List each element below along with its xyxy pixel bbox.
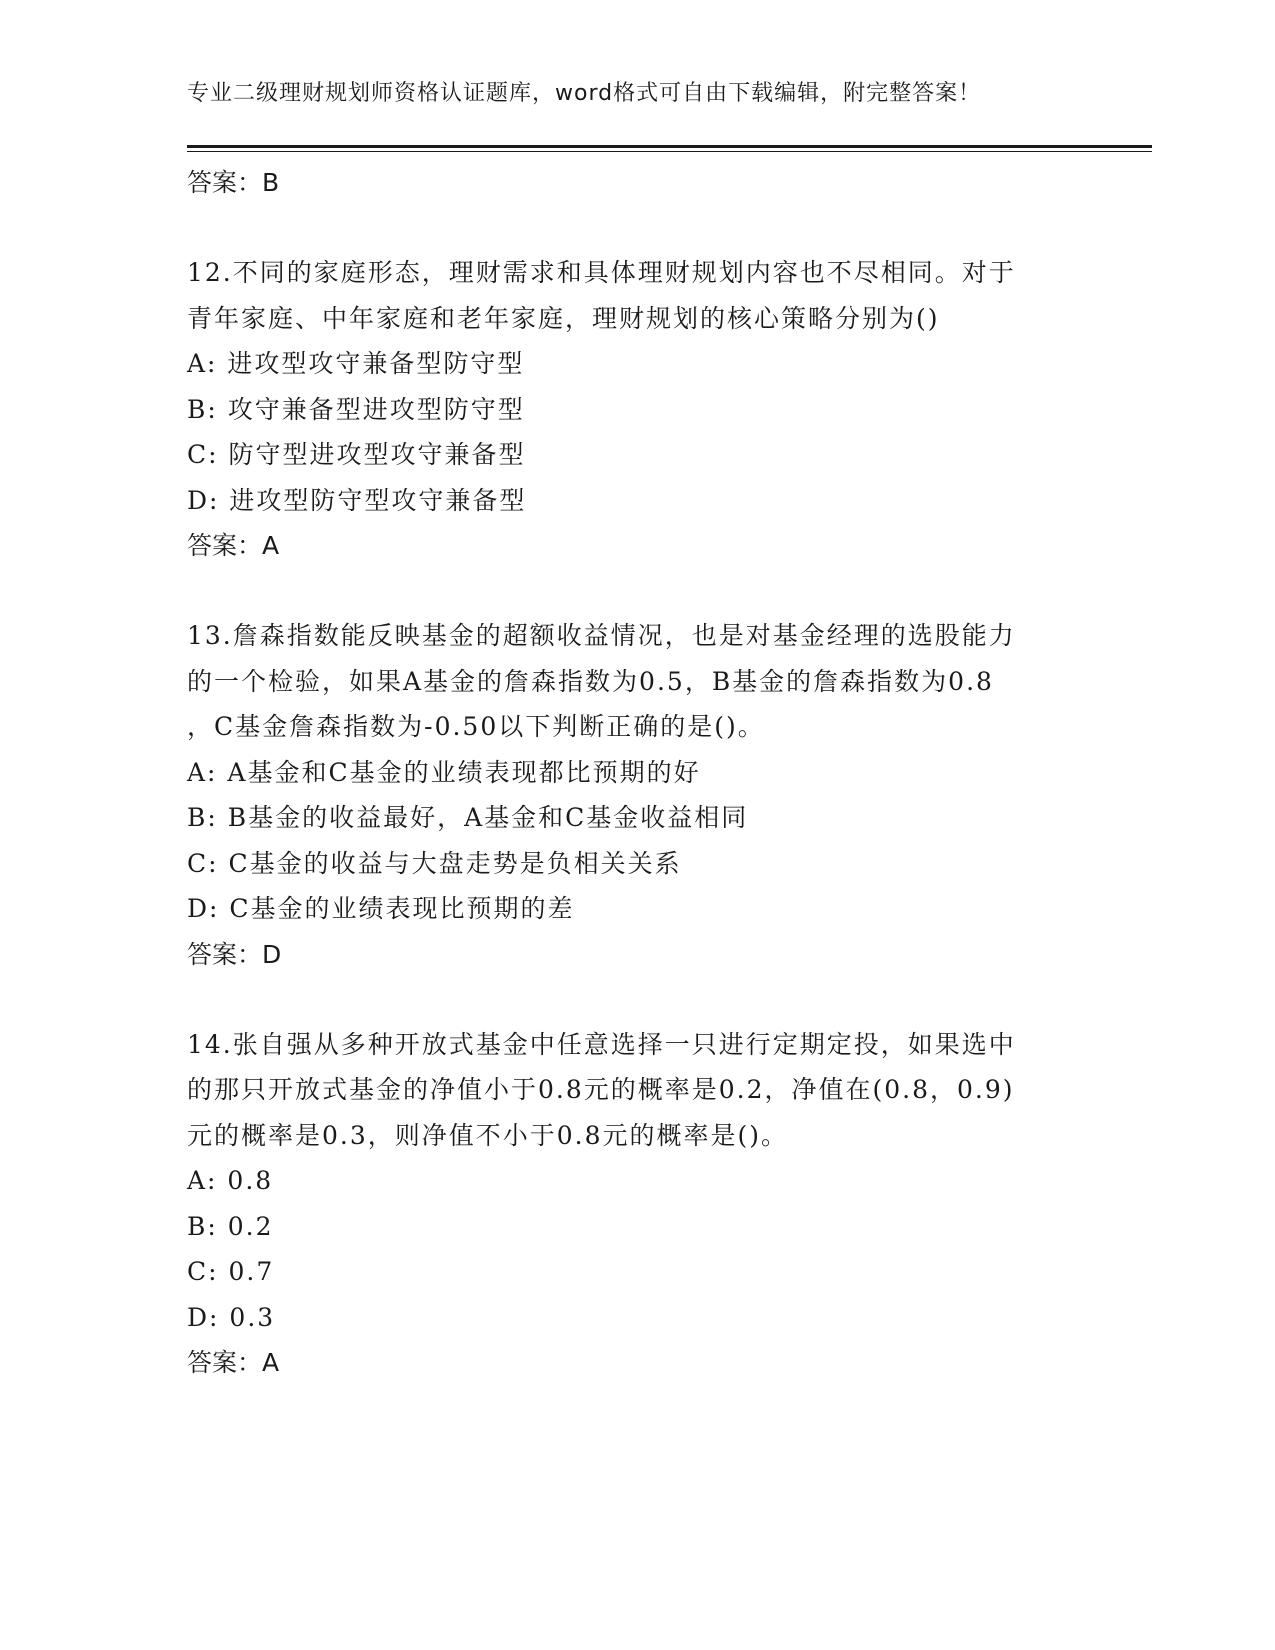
answer-label: 答案：A (187, 1348, 280, 1377)
header-divider (187, 145, 1152, 148)
option-d: D: 进攻型防守型攻守兼备型 (187, 485, 527, 515)
answer-label: 答案：A (187, 531, 280, 560)
question-stem-line: 元的概率是0.3，则净值不小于0.8元的概率是()。 (187, 1120, 789, 1150)
option-b: B: 攻守兼备型进攻型防守型 (187, 394, 525, 424)
option-b: B: 0.2 (187, 1211, 274, 1241)
option-c: C: 防守型进攻型攻守兼备型 (187, 440, 526, 469)
question-stem-line: ，C基金詹森指数为-0.50以下判断正确的是()。 (187, 712, 765, 741)
question-stem-line: 青年家庭、中年家庭和老年家庭，理财规划的核心策略分别为() (187, 303, 940, 333)
option-b: B: B基金的收益最好，A基金和C基金收益相同 (187, 803, 749, 832)
question-stem-line: 12.不同的家庭形态，理财需求和具体理财规划内容也不尽相同。对于 (187, 258, 1016, 287)
question-13 (187, 613, 1087, 977)
option-a: A: 0.8 (187, 1166, 274, 1195)
header-divider-thin (187, 151, 1152, 152)
header-title: 专业二级理财规划师资格认证题库，word格式可自由下载编辑，附完整答案！ (187, 81, 982, 106)
option-d: D: 0.3 (187, 1302, 276, 1332)
question-list (187, 160, 1087, 1385)
option-a: A: 进攻型攻守兼备型防守型 (187, 349, 525, 378)
question-stem-line: 13.詹森指数能反映基金的超额收益情况，也是对基金经理的选股能力 (187, 621, 1016, 650)
question-stem-line: 的那只开放式基金的净值小于0.8元的概率是0.2，净值在(0.8，0.9) (187, 1075, 1015, 1104)
question-14 (187, 1022, 1087, 1386)
question-12 (187, 250, 1087, 568)
option-a: A: A基金和C基金的业绩表现都比预期的好 (187, 757, 701, 787)
question-stem-line: 14.张自强从多种开放式基金中任意选择一只进行定期定投，如果选中 (187, 1029, 1016, 1059)
answer-label: 答案：D (187, 939, 282, 969)
option-c: C: 0.7 (187, 1257, 275, 1286)
question-stem-line: 的一个检验，如果A基金的詹森指数为0.5，B基金的詹森指数为0.8 (187, 666, 994, 696)
option-d: D: C基金的业绩表现比预期的差 (187, 894, 575, 923)
option-c: C: C基金的收益与大盘走势是负相关关系 (187, 848, 682, 878)
previous-answer: 答案：B (187, 168, 280, 197)
